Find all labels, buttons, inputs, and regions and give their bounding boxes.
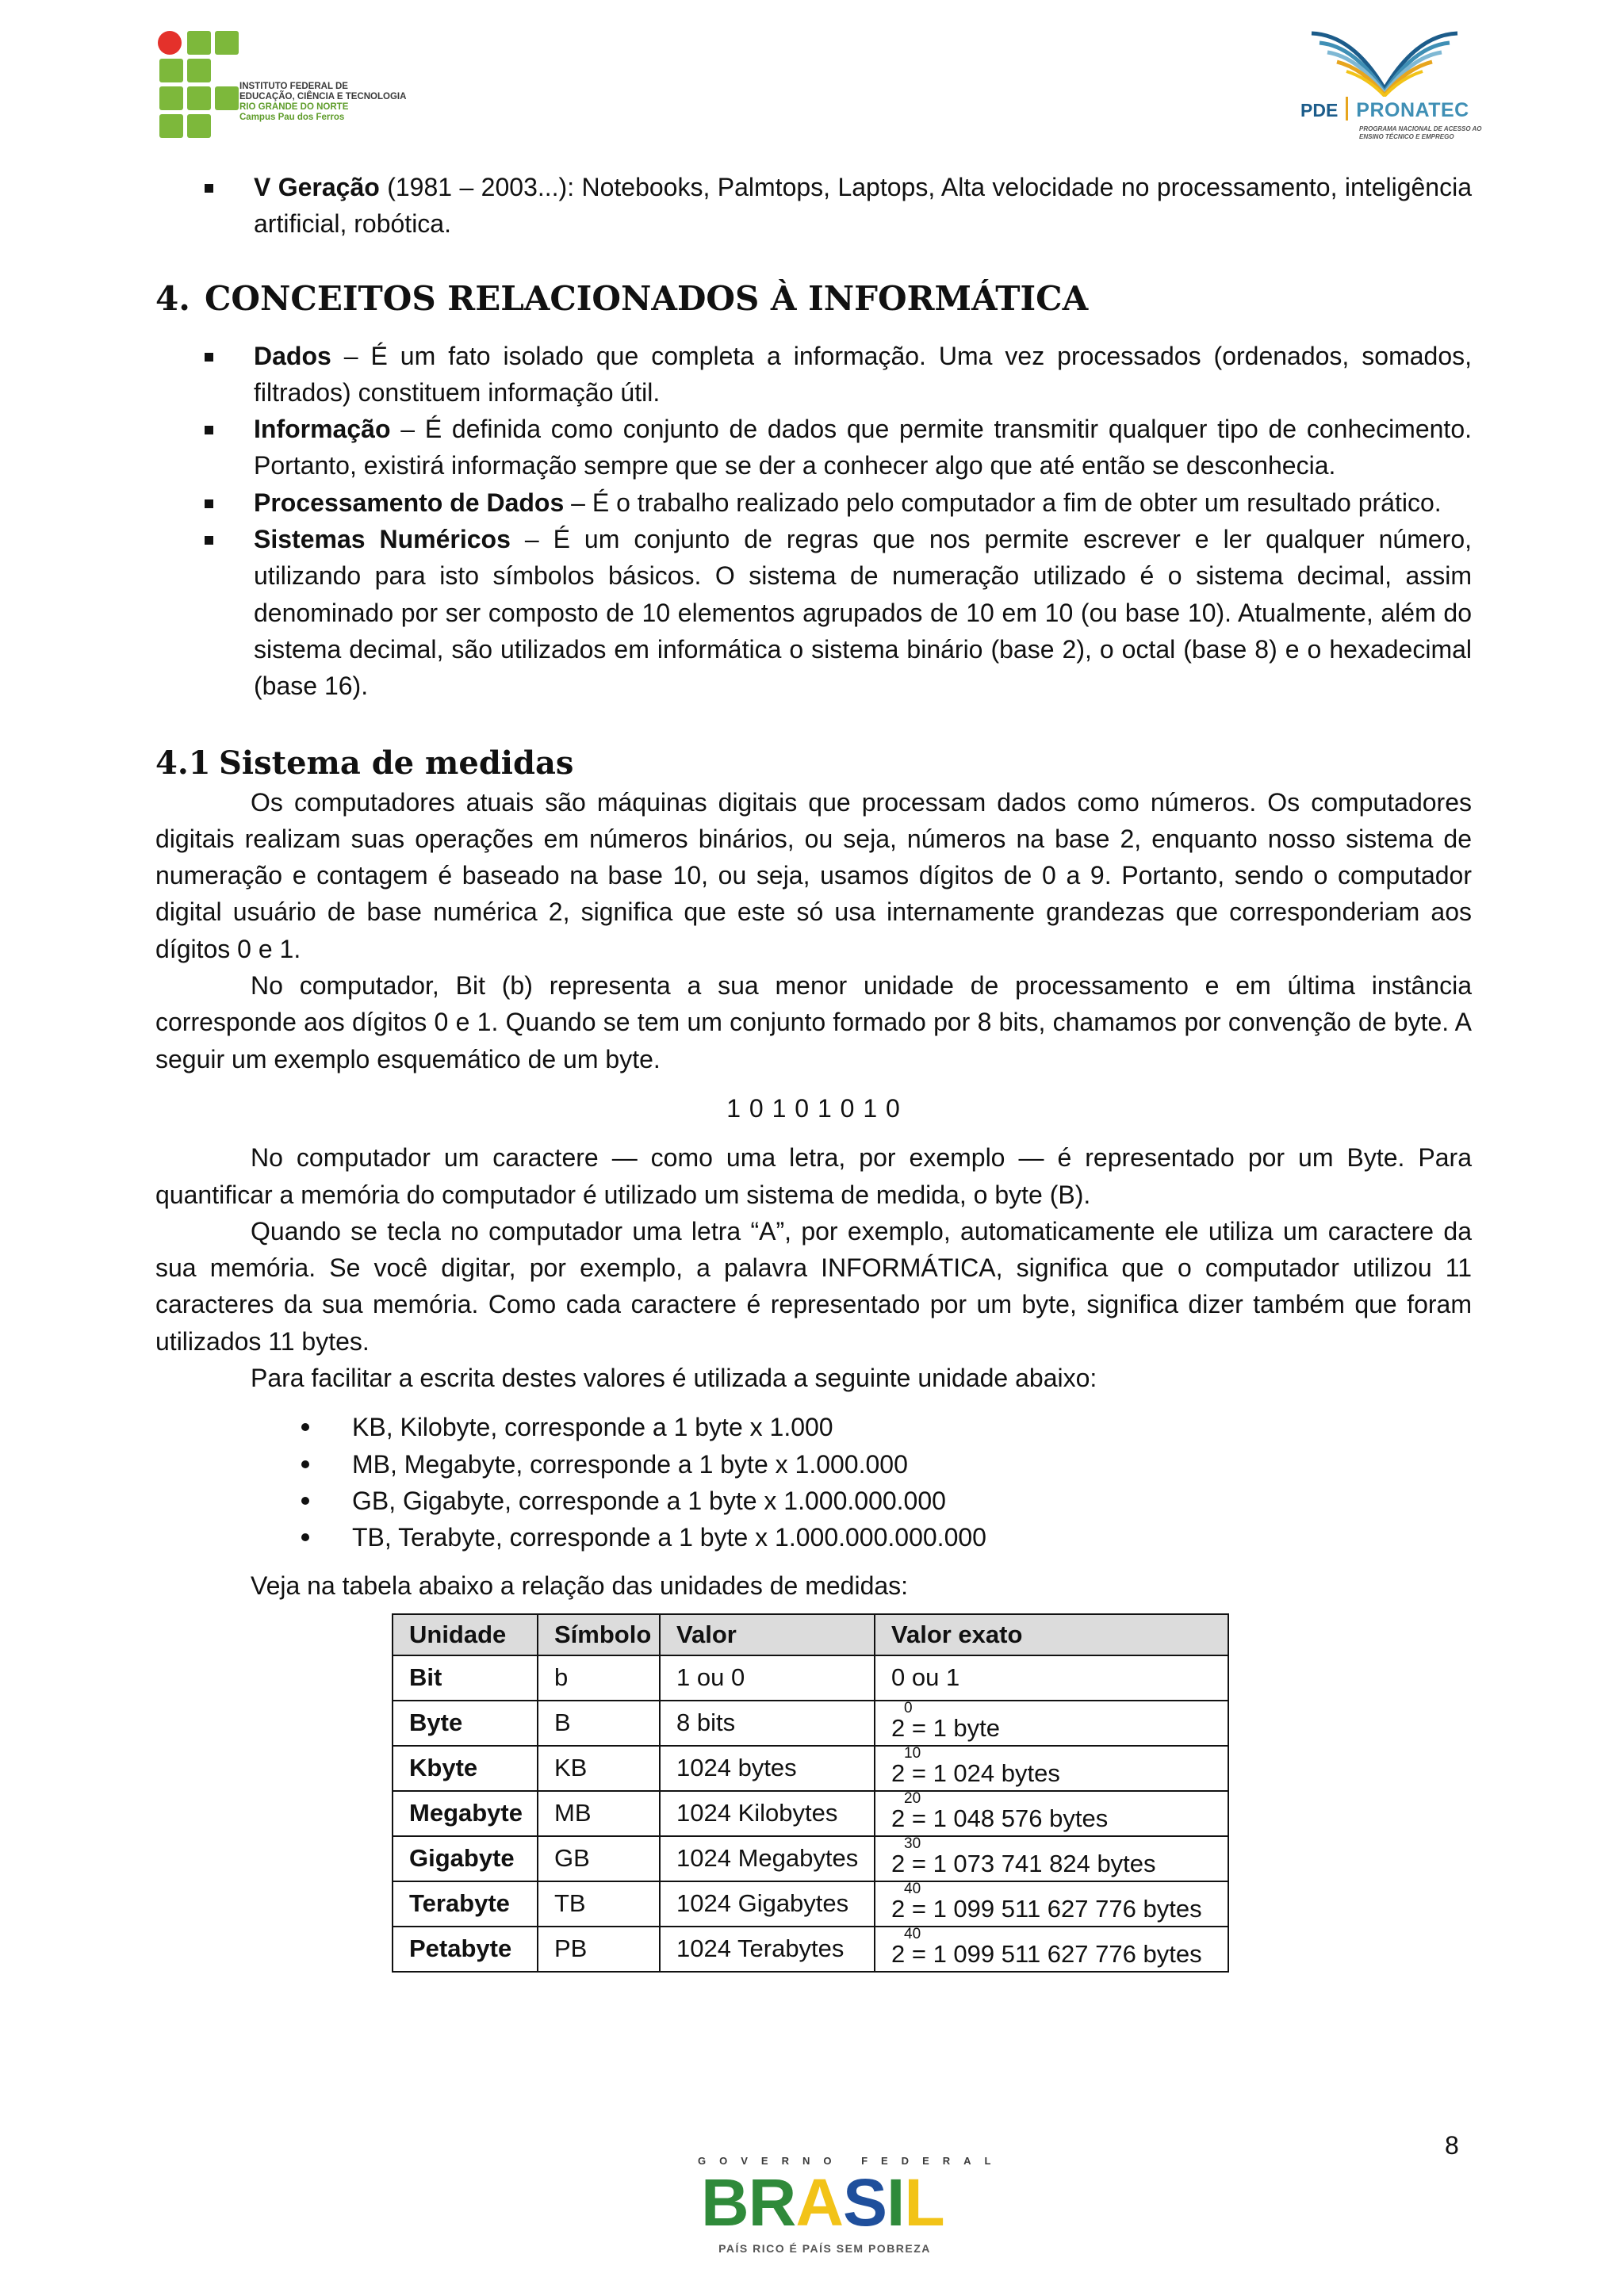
bullet-term: Sistemas Numéricos bbox=[254, 525, 511, 554]
pronatec-tagline bbox=[1359, 125, 1482, 141]
power-expression bbox=[891, 1881, 1202, 1923]
power-exponent: 0 bbox=[904, 1700, 913, 1717]
exact-cell bbox=[875, 1881, 1228, 1927]
section-number: 4. bbox=[155, 278, 190, 318]
bullet-term: Informação bbox=[254, 415, 391, 444]
unit-cell: Bit bbox=[393, 1655, 538, 1701]
unit-text: TB, Terabyte, corresponde a 1 byte x 1.000.000.000.000 bbox=[352, 1523, 986, 1552]
concepts-list bbox=[155, 338, 1472, 705]
brasil-letter: I bbox=[887, 2165, 905, 2240]
round-bullet-icon bbox=[301, 1533, 309, 1541]
header-cell: Valor bbox=[660, 1614, 875, 1655]
unit-text: MB, Megabyte, corresponde a 1 byte x 1.000.000 bbox=[352, 1449, 908, 1479]
brasil-letter: A bbox=[795, 2165, 844, 2240]
symbol-cell: KB bbox=[538, 1746, 660, 1791]
pde-label: PDE bbox=[1300, 100, 1339, 121]
book-icon bbox=[1305, 29, 1464, 97]
pronatec-wordmark bbox=[1300, 97, 1469, 122]
governo-federal-logo bbox=[698, 2155, 1005, 2266]
square-bullet-icon bbox=[205, 499, 213, 508]
square-bullet-icon bbox=[205, 426, 213, 434]
round-bullet-icon bbox=[301, 1497, 309, 1505]
table-header-row bbox=[393, 1614, 1228, 1655]
power-result: = 1 073 741 824 bytes bbox=[905, 1850, 1156, 1878]
symbol-cell: GB bbox=[538, 1836, 660, 1881]
header-cell: Símbolo bbox=[538, 1614, 660, 1655]
power-exponent: 40 bbox=[904, 1926, 921, 1943]
ifrn-logo-text bbox=[239, 82, 406, 123]
section-4-1-heading bbox=[155, 744, 1472, 783]
page-header bbox=[0, 0, 1624, 159]
power-expression bbox=[891, 1790, 1109, 1833]
bullet-processamento bbox=[155, 484, 1472, 521]
section-number: 4.1 bbox=[155, 744, 211, 782]
brasil-letter: L bbox=[904, 2165, 944, 2240]
bullet-v-geracao bbox=[155, 169, 1472, 243]
unit-cell: Byte bbox=[393, 1701, 538, 1746]
symbol-cell: b bbox=[538, 1655, 660, 1701]
power-base: 2 bbox=[891, 1759, 906, 1788]
exact-cell bbox=[875, 1836, 1228, 1881]
bullet-text: – É o trabalho realizado pelo computador a fim de obter um resultado prático. bbox=[564, 488, 1442, 517]
square-bullet-icon bbox=[205, 353, 213, 362]
value-cell: 1024 bytes bbox=[660, 1746, 875, 1791]
power-base: 2 bbox=[891, 1804, 906, 1833]
table-row bbox=[393, 1746, 1228, 1791]
logo-divider bbox=[1346, 97, 1348, 121]
power-result: = 1 099 511 627 776 bytes bbox=[905, 1895, 1202, 1923]
byte-example: 1 0 1 0 1 0 1 0 bbox=[726, 1093, 901, 1123]
table-row bbox=[393, 1881, 1228, 1927]
ifrn-line-1: INSTITUTO FEDERAL DE bbox=[239, 82, 348, 91]
paragraph-2: No computador, Bit (b) representa a sua menor unidade de processamento e em última instância corresponde aos dígitos 0 e 1. Quando se tem um conjunto formado por 8 bits, chamamos por convenção de byte. A seguir um exemplo esquemático de um byte. bbox=[155, 971, 1472, 1073]
table-row bbox=[393, 1701, 1228, 1746]
brasil-letter: R bbox=[748, 2165, 796, 2240]
list-item bbox=[155, 1519, 1472, 1556]
brasil-wordmark bbox=[701, 2165, 944, 2240]
power-base: 2 bbox=[891, 1850, 906, 1878]
bullet-text: – É definida como conjunto de dados que permite transmitir qualquer tipo de conhecimento. Portanto, existirá informação sempre que se der a conhecer algo que até então se desconhecia. bbox=[254, 415, 1472, 480]
exact-cell bbox=[875, 1701, 1228, 1746]
bullet-term: V Geração bbox=[254, 173, 380, 201]
list-item bbox=[155, 1483, 1472, 1519]
bullet-sistemas-numericos bbox=[155, 521, 1472, 704]
power-expression bbox=[891, 1926, 1202, 1969]
symbol-cell: MB bbox=[538, 1791, 660, 1836]
exact-cell bbox=[875, 1791, 1228, 1836]
table-row bbox=[393, 1791, 1228, 1836]
table-row bbox=[393, 1836, 1228, 1881]
slogan: PAÍS RICO É PAÍS SEM POBREZA bbox=[718, 2242, 931, 2255]
bullet-dados bbox=[155, 338, 1472, 411]
power-result: = 1 byte bbox=[905, 1714, 1001, 1743]
symbol-cell: PB bbox=[538, 1927, 660, 1972]
units-table bbox=[392, 1613, 1229, 1973]
tagline-line-1: PROGRAMA NACIONAL DE ACESSO AO bbox=[1359, 125, 1482, 132]
page-content bbox=[155, 169, 1472, 1973]
value-cell: 1024 Megabytes bbox=[660, 1836, 875, 1881]
table-row bbox=[393, 1927, 1228, 1972]
paragraph-4: Quando se tecla no computador uma letra “A”, por exemplo, automaticamente ele utiliza um caractere da sua memória. Se você digitar, por exemplo, a palavra INFORMÁTICA, significa que o computador utilizou 11 caracteres da sua memória. Como cada caractere é representado por um byte, significa dizer também que foram utilizados 11 bytes. bbox=[155, 1216, 1472, 1356]
section-title: CONCEITOS RELACIONADOS À INFORMÁTICA bbox=[205, 278, 1089, 318]
value-cell: 1 ou 0 bbox=[660, 1655, 875, 1701]
list-item bbox=[155, 1409, 1472, 1445]
brasil-letter: B bbox=[701, 2165, 749, 2240]
power-result: = 1 099 511 627 776 bytes bbox=[905, 1940, 1202, 1969]
bullet-informacao bbox=[155, 411, 1472, 484]
paragraph-1: Os computadores atuais são máquinas digitais que processam dados como números. Os computadores digitais realizam suas operações em números binários, ou seja, números na base 2, enquanto nosso sistema de numeração e contagem é baseado na base 10, ou seja, usamos dígitos de 0 a 9. Portanto, sendo o computador digital usuário de base numérica 2, significa que este só usa internamente grandezas que corresponderiam aos dígitos 0 e 1. bbox=[155, 787, 1472, 963]
power-expression bbox=[891, 1700, 1001, 1743]
ifrn-line-3: RIO GRANDE DO NORTE bbox=[239, 102, 349, 112]
symbol-cell: B bbox=[538, 1701, 660, 1746]
power-expression bbox=[891, 1745, 1060, 1788]
unit-cell: Gigabyte bbox=[393, 1836, 538, 1881]
pronatec-logo bbox=[1289, 25, 1488, 152]
power-expression bbox=[891, 1835, 1156, 1878]
section-title: Sistema de medidas bbox=[219, 744, 574, 782]
unit-cell: Petabyte bbox=[393, 1927, 538, 1972]
header-cell: Unidade bbox=[393, 1614, 538, 1655]
list-item bbox=[155, 1446, 1472, 1483]
gov-label: GOVERNO FEDERAL bbox=[698, 2155, 1005, 2167]
power-exponent: 40 bbox=[904, 1881, 921, 1898]
pronatec-label: PRONATEC bbox=[1356, 99, 1469, 121]
power-base: 2 bbox=[891, 1714, 906, 1743]
paragraph-5: Para facilitar a escrita destes valores é utilizada a seguinte unidade abaixo: bbox=[251, 1364, 1097, 1393]
power-base: 2 bbox=[891, 1895, 906, 1923]
paragraph-3: No computador um caractere — como uma letra, por exemplo — é representado por um Byte. Para quantificar a memória do computador é utilizado um sistema de medida, o byte (B). bbox=[155, 1143, 1472, 1209]
symbol-cell: TB bbox=[538, 1881, 660, 1927]
ifrn-line-4: Campus Pau dos Ferros bbox=[239, 113, 345, 122]
units-list bbox=[155, 1409, 1472, 1556]
table-row bbox=[393, 1655, 1228, 1701]
square-bullet-icon bbox=[205, 184, 213, 193]
unit-text: GB, Gigabyte, corresponde a 1 byte x 1.000.000.000 bbox=[352, 1486, 946, 1515]
power-result: = 1 024 bytes bbox=[905, 1759, 1060, 1788]
bullet-term: Processamento de Dados bbox=[254, 488, 565, 517]
power-exponent: 30 bbox=[904, 1835, 921, 1853]
unit-text: KB, Kilobyte, corresponde a 1 byte x 1.000 bbox=[352, 1413, 833, 1442]
unit-cell: Terabyte bbox=[393, 1881, 538, 1927]
ifrn-line-2: EDUCAÇÃO, CIÊNCIA E TECNOLOGIA bbox=[239, 92, 407, 101]
value-cell: 8 bits bbox=[660, 1701, 875, 1746]
power-exponent: 10 bbox=[904, 1745, 921, 1762]
unit-cell: Kbyte bbox=[393, 1746, 538, 1791]
exact-cell bbox=[875, 1927, 1228, 1972]
power-exponent: 20 bbox=[904, 1790, 921, 1808]
value-cell: 1024 Terabytes bbox=[660, 1927, 875, 1972]
brasil-letter: S bbox=[843, 2165, 887, 2240]
value-cell: 1024 Gigabytes bbox=[660, 1881, 875, 1927]
exact-cell bbox=[875, 1746, 1228, 1791]
unit-cell: Megabyte bbox=[393, 1791, 538, 1836]
section-4-heading bbox=[155, 279, 1472, 319]
paragraph-6: Veja na tabela abaixo a relação das unidades de medidas: bbox=[251, 1571, 909, 1600]
square-bullet-icon bbox=[205, 536, 213, 545]
bullet-term: Dados bbox=[254, 341, 331, 370]
round-bullet-icon bbox=[301, 1423, 309, 1431]
tagline-line-2: ENSINO TÉCNICO E EMPREGO bbox=[1359, 133, 1454, 140]
bullet-text: – É um fato isolado que completa a informação. Uma vez processados (ordenados, somados, filtrados) constituem informação útil. bbox=[254, 341, 1472, 407]
power-base: 2 bbox=[891, 1940, 906, 1969]
header-cell: Valor exato bbox=[875, 1614, 1228, 1655]
bullet-text: – É um conjunto de regras que nos permite escrever e ler qualquer número, utilizando para isto símbolos básicos. O sistema de numeração utilizado é o sistema decimal, assim denominado por ser composto de 10 elementos agrupados de 10 em 10 (ou base 10). Atualmente, além do sistema decimal, são utilizados em informática o sistema binário (base 2), o octal (base 8) e o hexadecimal (base 16). bbox=[254, 525, 1473, 701]
bullet-text: (1981 – 2003...): Notebooks, Palmtops, Laptops, Alta velocidade no processamento, inteligência artificial, robótica. bbox=[254, 173, 1473, 239]
ifrn-logo-mark bbox=[157, 29, 244, 140]
ifrn-logo bbox=[157, 29, 442, 140]
round-bullet-icon bbox=[301, 1460, 309, 1468]
value-cell: 1024 Kilobytes bbox=[660, 1791, 875, 1836]
page-number: 8 bbox=[1445, 2131, 1459, 2160]
power-result: = 1 048 576 bytes bbox=[905, 1804, 1109, 1833]
exact-cell: 0 ou 1 bbox=[875, 1655, 1228, 1701]
